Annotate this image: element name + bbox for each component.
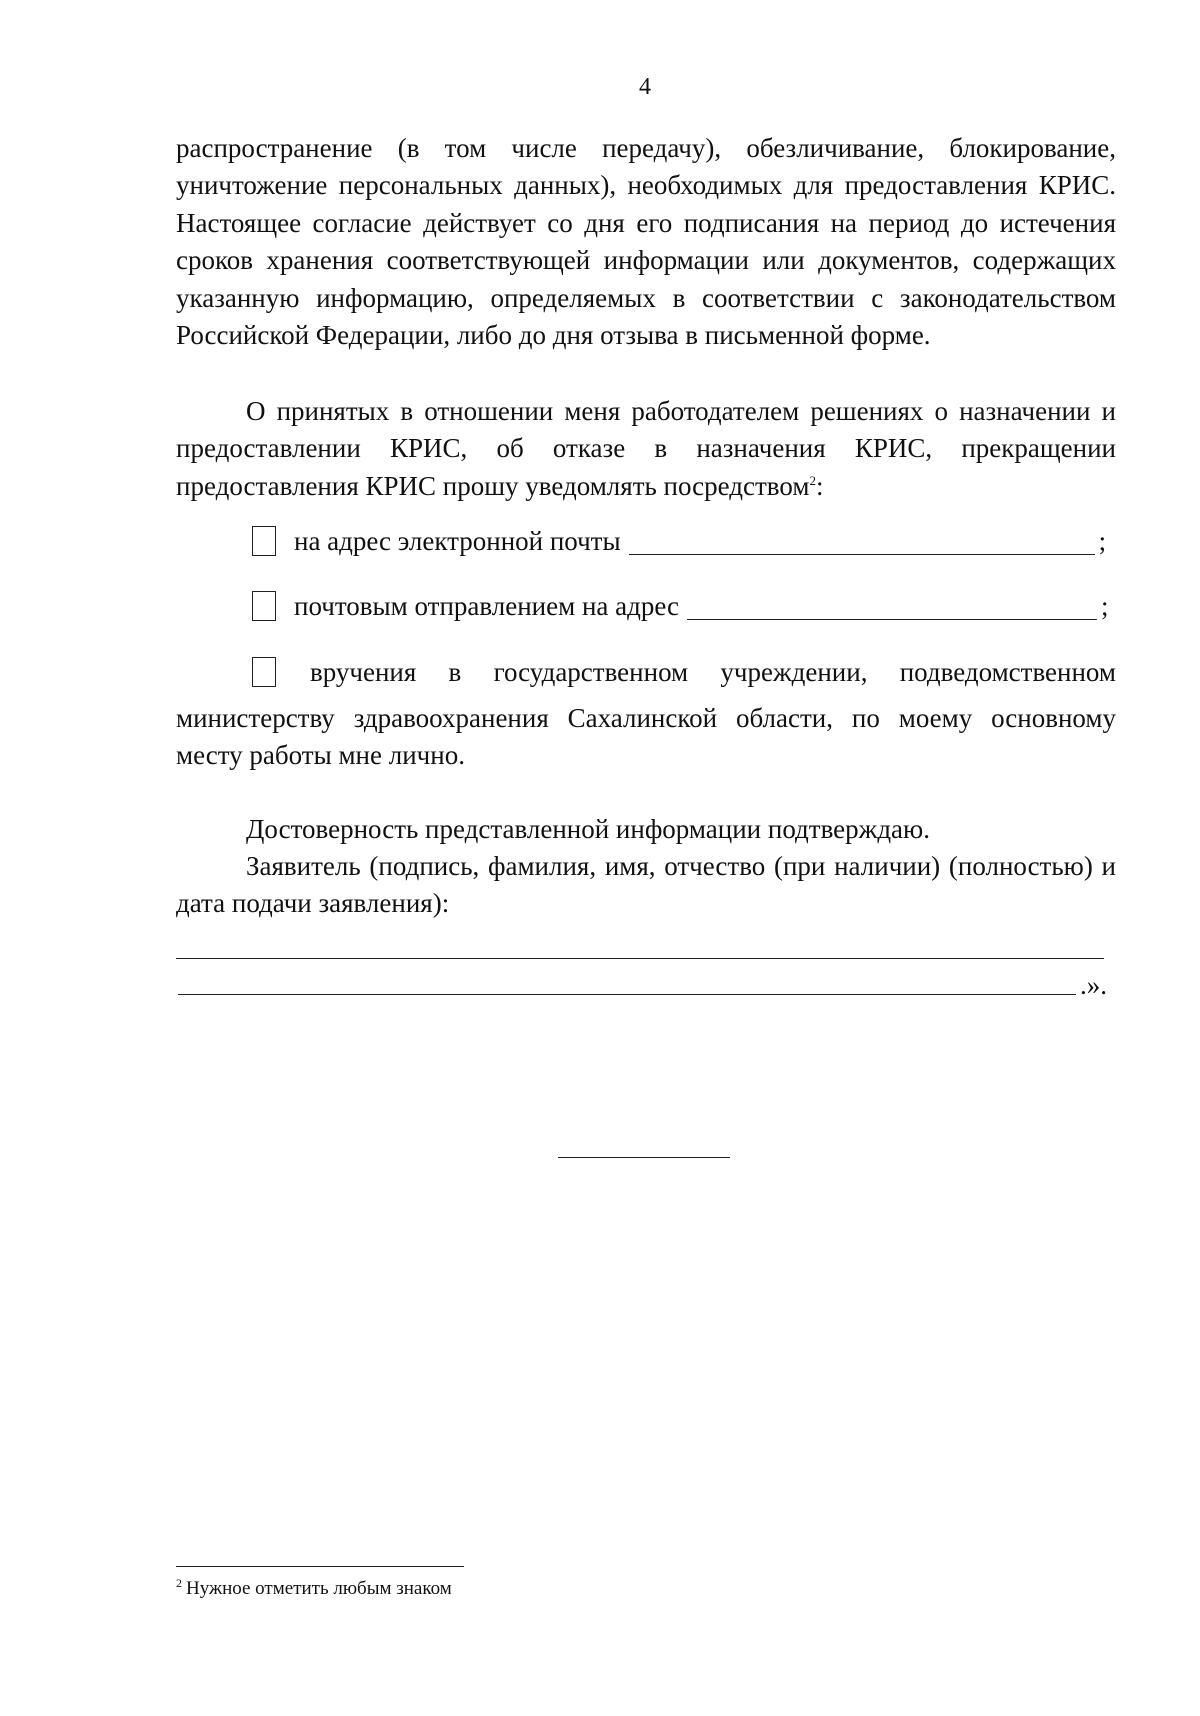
footnote-reference: 2 <box>809 472 816 488</box>
confirmation-statement: Достоверность представленной информации подтверждаю. <box>246 814 930 844</box>
consent-paragraph: распространение (в том числе передачу), обезличивание, блокирование, уничтожение персональных данных), необходимых для предоставления КРИС. Настоящее согласие действует со дня его подписания на период до истечения сроков хранения соответствующей информации или документов, содержащих указанную информацию, определяемых в соответствии с законодательством Российской Федерации, либо до дня отзыва в письменной форме. <box>176 133 1116 351</box>
notification-text: О принятых в отношении меня работодателем решениях о назначении и предоставлении КРИС, об отказе в назначения КРИС, прекращении предоставления КРИС прошу уведомлять посредством <box>176 396 1116 501</box>
email-option-label: на адрес электронной почты <box>294 525 621 556</box>
option-email <box>252 521 1106 561</box>
closing-quote-mark: .». <box>1080 970 1107 1000</box>
footnote <box>176 1575 452 1600</box>
notification-paragraph <box>176 393 1116 505</box>
signature-line-2[interactable] <box>178 994 1076 995</box>
post-checkbox[interactable] <box>252 591 276 621</box>
postal-address-field[interactable] <box>687 591 1097 620</box>
in-person-option-label: вручения в государственном учреждении, подведомственном <box>310 656 1116 687</box>
post-semicolon: ; <box>1101 590 1109 621</box>
email-semicolon: ; <box>1098 525 1107 556</box>
end-of-document-separator <box>558 1157 730 1158</box>
post-option-label: почтовым отправлением на адрес <box>294 590 679 621</box>
notification-colon: : <box>815 470 824 501</box>
footnote-text: Нужное отметить любым знаком <box>186 1578 452 1599</box>
email-checkbox[interactable] <box>252 526 276 556</box>
page-number: 4 <box>639 74 651 100</box>
footnote-separator <box>176 1566 464 1567</box>
applicant-signature-label: Заявитель (подпись, фамилия, имя, отчество (при наличии) (полностью) и дата подачи заявления): <box>176 851 1116 919</box>
option-in-person <box>252 652 1116 692</box>
footnote-number: 2 <box>176 1575 182 1590</box>
in-person-option-continuation: министерству здравоохранения Сахалинской области, по моему основному месту работы мне лично. <box>176 703 1116 771</box>
signature-line-1[interactable] <box>176 958 1104 959</box>
in-person-checkbox[interactable] <box>252 657 276 687</box>
email-address-field[interactable] <box>629 526 1095 555</box>
option-post <box>252 586 1109 626</box>
